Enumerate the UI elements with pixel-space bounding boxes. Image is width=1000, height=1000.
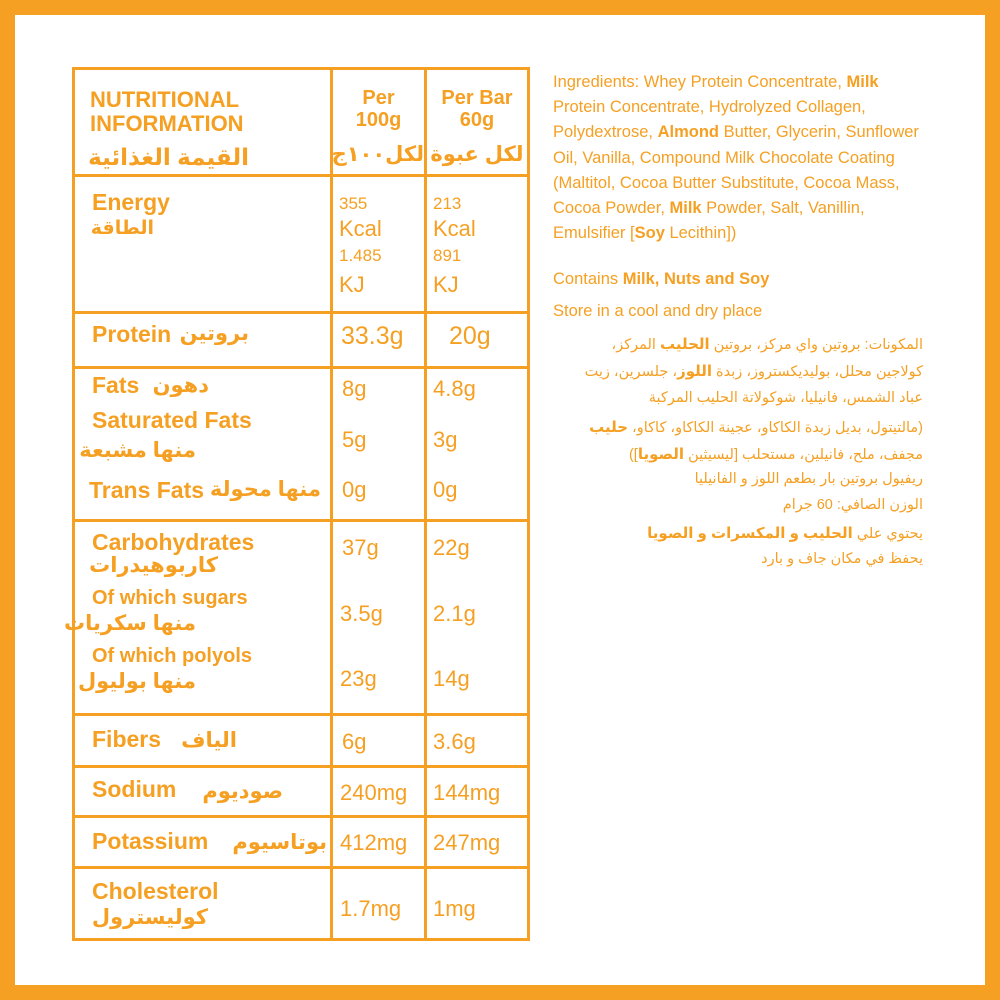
row-divider <box>75 174 527 177</box>
product-name-arabic: ريفيول بروتين بار بطعم اللوز و الفانيليا <box>694 471 923 487</box>
allergen-milk: Milk <box>846 73 879 91</box>
ar-text: كولاجين محلل، بوليديكستروز، زبدة <box>712 364 923 380</box>
ingredients-english <box>553 70 923 246</box>
ar-text: (مالتيتول، بديل زبدة الكاكاو، عجينة الكاكاو، كاكاو، <box>628 420 923 436</box>
saturated-fats-label-arabic: منها مشبعة <box>79 439 196 462</box>
carbohydrates-per-bar: 22g <box>433 535 470 560</box>
column-header-per-100g-arabic: لكل١٠٠ج <box>331 143 424 166</box>
polyols-label-arabic: منها بوليول <box>77 670 196 693</box>
ingredients-arabic-line <box>543 335 923 353</box>
storage-statement: Store in a cool and dry place <box>553 302 763 320</box>
sodium-per-bar: 144mg <box>433 780 501 805</box>
energy-kcal-per-100g: 355 <box>339 194 368 213</box>
sodium-label: Sodium <box>92 776 177 802</box>
carbohydrates-label: Carbohydrates <box>92 529 255 555</box>
potassium-per-100g: 412mg <box>340 830 408 855</box>
ingredients-text: Lecithin]) <box>664 224 737 243</box>
allergen-milk: Milk <box>669 199 702 218</box>
sugars-per-100g: 3.5g <box>340 601 383 626</box>
column-divider <box>424 70 427 938</box>
energy-kj-per-100g: 1.485 <box>339 246 382 265</box>
trans-fats-label-arabic: منها محولة <box>209 478 321 501</box>
table-title: INFORMATION <box>90 111 244 136</box>
ar-allergen-milk: الحليب <box>659 336 710 353</box>
ingredients-arabic-line <box>543 445 923 463</box>
table-title: NUTRITIONAL <box>90 87 240 112</box>
ar-text: مجفف، ملح، فانيلين، مستحلب [ليسيثين <box>684 447 923 463</box>
storage-arabic: يحفظ في مكان جاف و بارد <box>761 551 923 567</box>
row-divider <box>75 519 527 522</box>
trans-fats-label: Trans Fats <box>89 477 205 503</box>
fibers-label-arabic: الياف <box>181 729 237 752</box>
protein-label-arabic: بروتين <box>179 322 249 345</box>
carbohydrates-label-arabic: كاربوهيدرات <box>89 554 218 577</box>
sugars-per-bar: 2.1g <box>433 601 476 626</box>
saturated-fats-per-bar: 3g <box>433 427 458 452</box>
energy-kcal-per-bar: 213 <box>433 194 462 213</box>
energy-label: Energy <box>92 189 170 215</box>
energy-kcal-unit: Kcal <box>433 216 476 241</box>
potassium-per-bar: 247mg <box>433 830 501 855</box>
ingredients-text: Powder, Salt, Vanillin, Emulsifier [ <box>553 199 865 243</box>
ingredients-arabic-line <box>543 362 923 380</box>
ar-text: ]) <box>628 447 638 463</box>
fats-label-arabic: دهون <box>152 374 209 397</box>
protein-per-bar: 20g <box>449 322 491 350</box>
sodium-label-arabic: صوديوم <box>202 780 283 803</box>
fats-per-bar: 4.8g <box>433 376 476 401</box>
nutrition-table <box>64 67 530 941</box>
contains-prefix: Contains <box>553 270 623 288</box>
row-divider <box>75 311 527 314</box>
protein-label: Protein <box>92 321 172 347</box>
row-divider <box>75 815 527 818</box>
row-divider <box>75 366 527 369</box>
allergen-almond: Almond <box>657 123 719 142</box>
sugars-label-arabic: منها سكريات <box>64 612 196 635</box>
fibers-label: Fibers <box>92 726 162 752</box>
fibers-per-100g: 6g <box>342 729 367 754</box>
cholesterol-per-100g: 1.7mg <box>340 896 402 921</box>
ar-allergen-milk: حليب <box>589 419 629 436</box>
column-divider <box>330 70 333 938</box>
cholesterol-per-bar: 1mg <box>433 896 476 921</box>
allergen-soy: Soy <box>634 224 665 243</box>
ar-text: ، جلسرين، زيت <box>584 364 678 380</box>
ar-text: المكونات: بروتين واي مركز، بروتين <box>709 337 923 353</box>
ingredients-text: Protein Concentrate, Hydrolyzed Collagen, Polydextrose, <box>553 98 866 142</box>
ar-allergens: الحليب و المكسرات و الصويا <box>647 525 853 542</box>
fibers-per-bar: 3.6g <box>433 729 476 754</box>
column-header-per-bar: 60g <box>459 109 495 131</box>
row-divider <box>75 713 527 716</box>
column-header-per-bar-arabic: لكل عبوة <box>430 143 524 166</box>
energy-kcal-unit: Kcal <box>339 216 382 241</box>
trans-fats-per-100g: 0g <box>342 477 367 502</box>
ingredients-arabic-line: عباد الشمس، فانيليا، شوكولاتة الحليب المركبة <box>648 390 923 406</box>
fats-label: Fats <box>92 372 140 398</box>
row-divider <box>75 765 527 768</box>
protein-per-100g: 33.3g <box>341 322 404 350</box>
row-divider <box>75 866 527 869</box>
fats-per-100g: 8g <box>342 376 367 401</box>
ingredients-arabic-line <box>543 418 923 436</box>
net-weight-arabic: الوزن الصافي: 60 جرام <box>782 497 923 513</box>
cholesterol-label: Cholesterol <box>92 878 219 904</box>
energy-kj-unit: KJ <box>339 272 365 297</box>
polyols-per-100g: 23g <box>340 666 377 691</box>
trans-fats-per-bar: 0g <box>433 477 458 502</box>
carbohydrates-per-100g: 37g <box>342 535 379 560</box>
column-header-per-100g: 100g <box>355 109 402 131</box>
ingredients-text: Butter, Glycerin, Sunflower Oil, Vanilla, Compound Milk Chocolate Coating (Maltitol, Cocoa Butter Substitute, Cocoa Mass, Cocoa Powder, <box>553 123 919 218</box>
ar-allergen-almond: اللوز <box>677 363 713 380</box>
contains-statement <box>553 270 769 289</box>
sodium-per-100g: 240mg <box>340 780 408 805</box>
contains-arabic <box>543 524 923 542</box>
polyols-per-bar: 14g <box>433 666 470 691</box>
saturated-fats-per-100g: 5g <box>342 427 367 452</box>
saturated-fats-label: Saturated Fats <box>92 407 252 433</box>
ar-text: المركز، <box>611 337 660 353</box>
table-title-arabic: القيمة الغذائية <box>88 144 249 170</box>
energy-label-arabic: الطاقة <box>90 218 154 239</box>
potassium-label: Potassium <box>92 828 209 854</box>
energy-kj-per-bar: 891 <box>433 246 462 265</box>
contains-allergens: Milk, Nuts and Soy <box>622 270 770 288</box>
column-header-per-100g: Per <box>362 87 395 109</box>
column-header-per-bar: Per Bar <box>441 87 513 109</box>
polyols-label: Of which polyols <box>92 645 253 667</box>
ar-text: يحتوي علي <box>852 526 923 542</box>
potassium-label-arabic: بوتاسيوم <box>232 831 327 854</box>
cholesterol-label-arabic: كوليسترول <box>91 906 208 929</box>
energy-kj-unit: KJ <box>433 272 459 297</box>
ar-allergen-soy: الصويا <box>637 446 685 463</box>
sugars-label: Of which sugars <box>92 587 248 609</box>
ingredients-text: Ingredients: Whey Protein Concentrate, <box>553 73 842 91</box>
